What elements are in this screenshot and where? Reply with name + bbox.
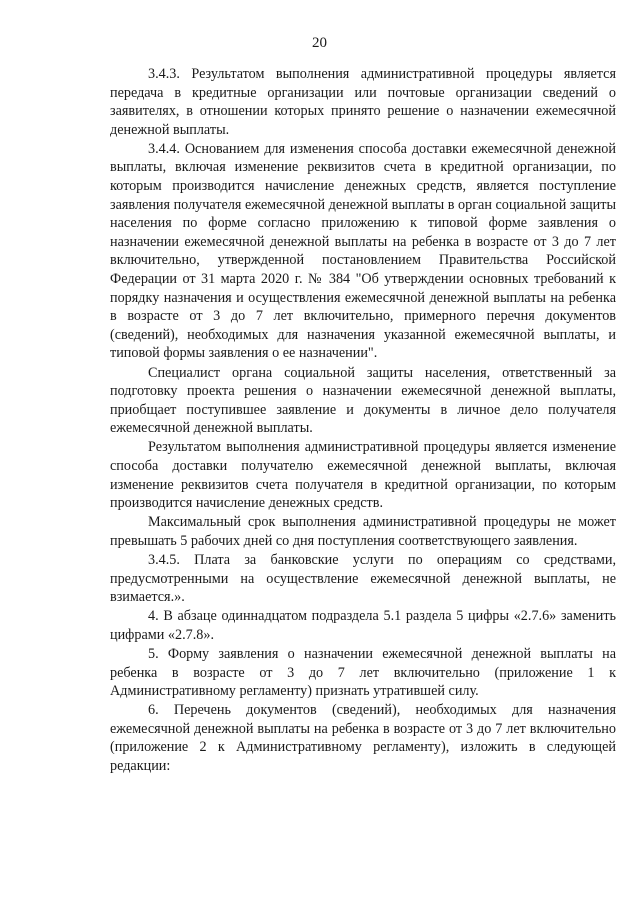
paragraph-item-5: 5. Форму заявления о назначении ежемесячной денежной выплаты на ребенка в возрасте от 3 до 7 лет включительно (приложение 1 к Административному регламенту) признать утратившей силу.: [110, 645, 616, 700]
paragraph-item-4: 4. В абзаце одиннадцатом подраздела 5.1 раздела 5 цифры «2.7.6» заменить цифрами «2.7.8».: [110, 608, 616, 643]
paragraph-3-4-4: 3.4.4. Основанием для изменения способа доставки ежемесячной денежной выплаты, включая изменение реквизитов счета в кредитной организации, по которым производится начисление денежных средств, является поступление заявления получателя ежемесячной денежной выплаты в орган социальной защиты населения по форме согласно приложению к типовой форме заявления о назначении ежемесячной денежной выплаты на ребенка в возрасте от 3 до 7 лет включительно, утвержденной постановлением Правительства Российской Федерации от 31 марта 2020 г. № 384 "Об утверждении основных требований к порядку назначения и осуществления ежемесячной денежной выплаты на ребенка в возрасте от 3 до 7 лет включительно, примерного перечня документов (сведений), необходимых для назначения указанной ежемесячной выплаты, и типовой формы заявления о ее назначении".: [110, 140, 616, 362]
paragraph-specialist: Специалист органа социальной защиты населения, ответственный за подготовку проекта решения о назначении ежемесячной денежной выплаты, приобщает поступившее заявление и документы в личное дело получателя ежемесячной денежной выплаты.: [110, 364, 616, 437]
paragraph-3-4-5: 3.4.5. Плата за банковские услуги по операциям со средствами, предусмотренными на осуществление ежемесячной денежной выплаты, не взимается.».: [110, 551, 616, 606]
paragraph-item-6: 6. Перечень документов (сведений), необходимых для назначения ежемесячной денежной выплаты на ребенка в возрасте от 3 до 7 лет включительно (приложение 2 к Административному регламенту), изложить в следующей редакции:: [110, 702, 616, 774]
page-number: 20: [312, 35, 327, 51]
paragraph-result: Результатом выполнения административной процедуры является изменение способа доставки получателю ежемесячной денежной выплаты, включая изменение реквизитов счета получателя в кредитной организации, по которым производится начисление денежных средств.: [110, 439, 616, 512]
document-body: [110, 65, 616, 776]
paragraph-3-4-3: 3.4.3. Результатом выполнения административной процедуры является передача в кредитные организации или почтовые организации сведений о заявителях, в отношении которых принято решение о назначении ежемесячной денежной выплаты.: [110, 66, 616, 138]
paragraph-max-term: Максимальный срок выполнения административной процедуры не может превышать 5 рабочих дней со дня поступления соответствующего заявления.: [110, 514, 616, 549]
